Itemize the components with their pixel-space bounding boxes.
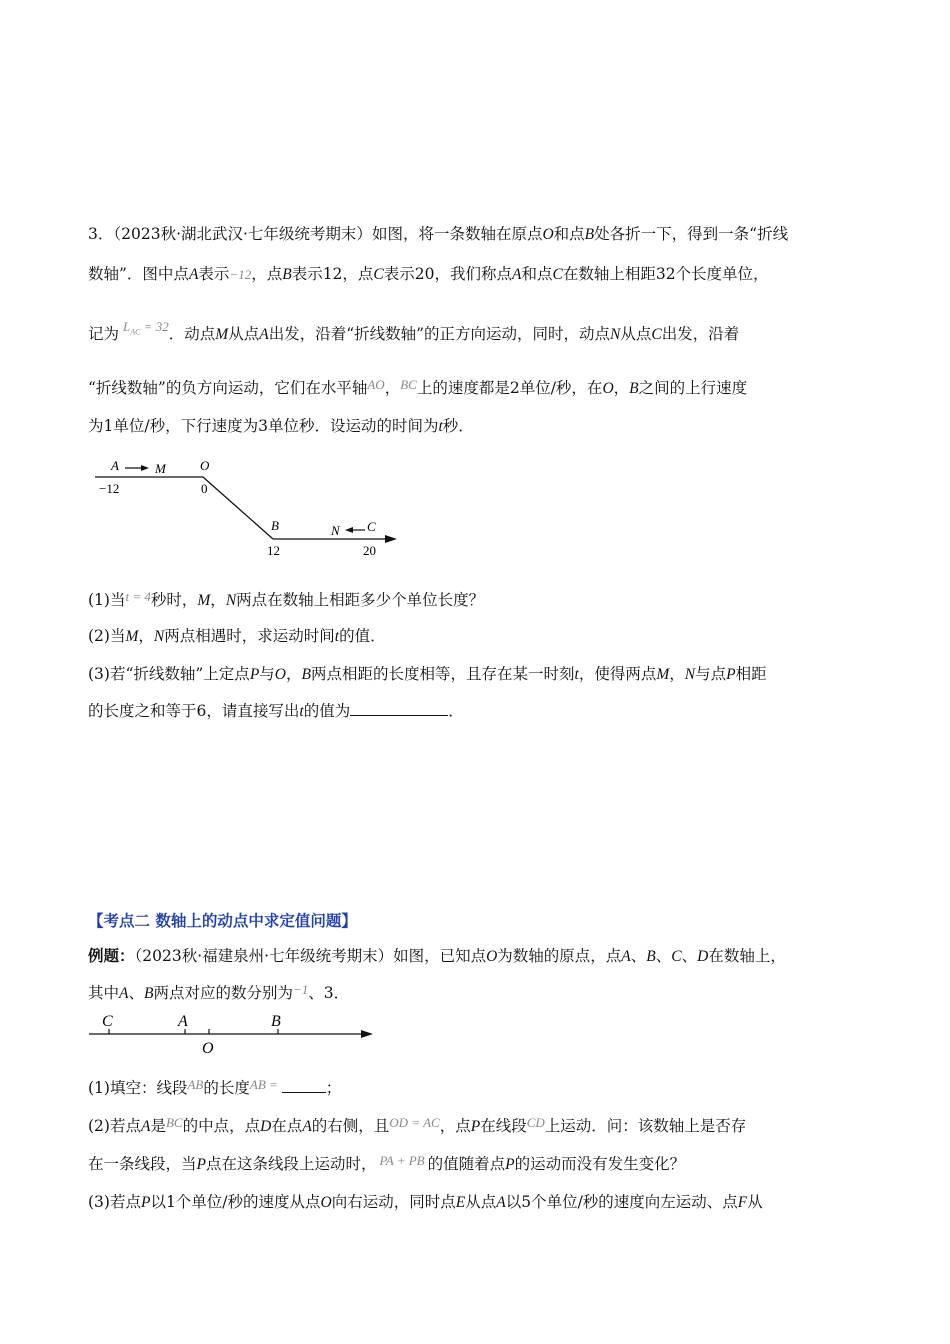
label-B: B [271,518,279,533]
s2-q2-line2: 在一条线段，当P点在这条线段上运动时， $^{PA + PB}$ 的值随着点P的运动而没有发生变化？ [88,1153,686,1173]
tick-neg12: −12 [99,481,120,496]
label-O: O [200,458,210,473]
label-C: C [102,1013,113,1030]
problem-source: （2023秋·湖北武汉·七年级统考期末） [113,225,372,243]
label-B: B [271,1013,281,1030]
tick-20: 20 [363,543,376,558]
p3-q3: (3)若“折线数轴”上定点P与O，B两点相距的长度相等，且存在某一时刻t，使得两点M，N与点P相距 [88,665,767,683]
lac-formula: LAC = 32 [123,319,169,337]
s2-q1: (1)填空：线段$^{AB}$的长度$^{AB =}$ ； [88,1077,342,1097]
answer-blank[interactable] [350,701,448,716]
label-N: N [331,523,340,538]
number-line-arrowhead [361,1030,373,1038]
problem-number: 3． [88,225,114,243]
p3-line5: 为1单位/秒，下行速度为3单位秒．设运动的时间为t秒． [88,417,474,435]
p3-q1: (1)当$^{t = 4}$秒时，M，N两点在数轴上相距多少个单位长度？ [88,589,485,609]
label-A: A [178,1013,188,1030]
label-M: M [155,461,166,476]
broken-number-line-diagram [85,455,415,565]
p3-q3-line2: 的长度之和等于6，请直接写出t的值为 ． [88,702,464,720]
p3-line3: 记为 $^{L_{AC} = 32}$．动点M从点A出发，沿着“折线数轴”的正方向运动，同时，动点N从点C出发，沿着 [88,319,740,343]
axis-segment-OB [203,477,273,539]
example-line2: 其中A、B两点对应的数分别为$^{-1}$、3． [88,982,350,1002]
p3-line1: 3．（2023秋·湖北武汉·七年级统考期末）如图，将一条数轴在原点O和点B处各折一下，得到一条“折线 [88,225,789,243]
p3-line4: “折线数轴”的负方向运动，它们在水平轴$^{AO}$，$^{BC}$上的速度都是2单位/秒，在O，B之间的上行速度 [88,377,748,397]
axis-arrowhead [385,535,397,543]
m-arrow-head [141,465,149,471]
p3-line2: 数轴”．图中点A表示−12，点B表示12，点C表示20，我们称点A和点C在数轴上相距32个长度单位， [88,265,769,283]
n-arrow-head [345,527,353,533]
label-O: O [202,1040,214,1057]
example-line1: 例题：（2023秋·福建泉州·七年级统考期末）如图，已知点O为数轴的原点，点A、B、C、D在数轴上， [88,946,786,965]
number-line-diagram [85,1008,385,1058]
label-C: C [367,519,376,534]
tick-0: 0 [201,481,208,496]
label-A: A [111,458,119,473]
example-label: 例题： [88,946,135,965]
section-heading: 【考点二 数轴上的动点中求定值问题】 [88,911,357,930]
tick-12: 12 [267,543,280,558]
s2-q3: (3)若点P以1个单位/秒的速度从点O向右运动，同时点E从点A以5个单位/秒的速度向左运动、点F从 [88,1193,763,1211]
s2-q2: (2)若点A是$^{BC}$的中点，点D在点A的右侧，且$^{OD = AC}$，点P在线段$^{CD}$上运动．问：该数轴上是否存 [88,1115,747,1135]
ab-answer-blank[interactable] [282,1078,326,1093]
p3-q2: (2)当M，N两点相遇时，求运动时间t的值． [88,627,386,645]
